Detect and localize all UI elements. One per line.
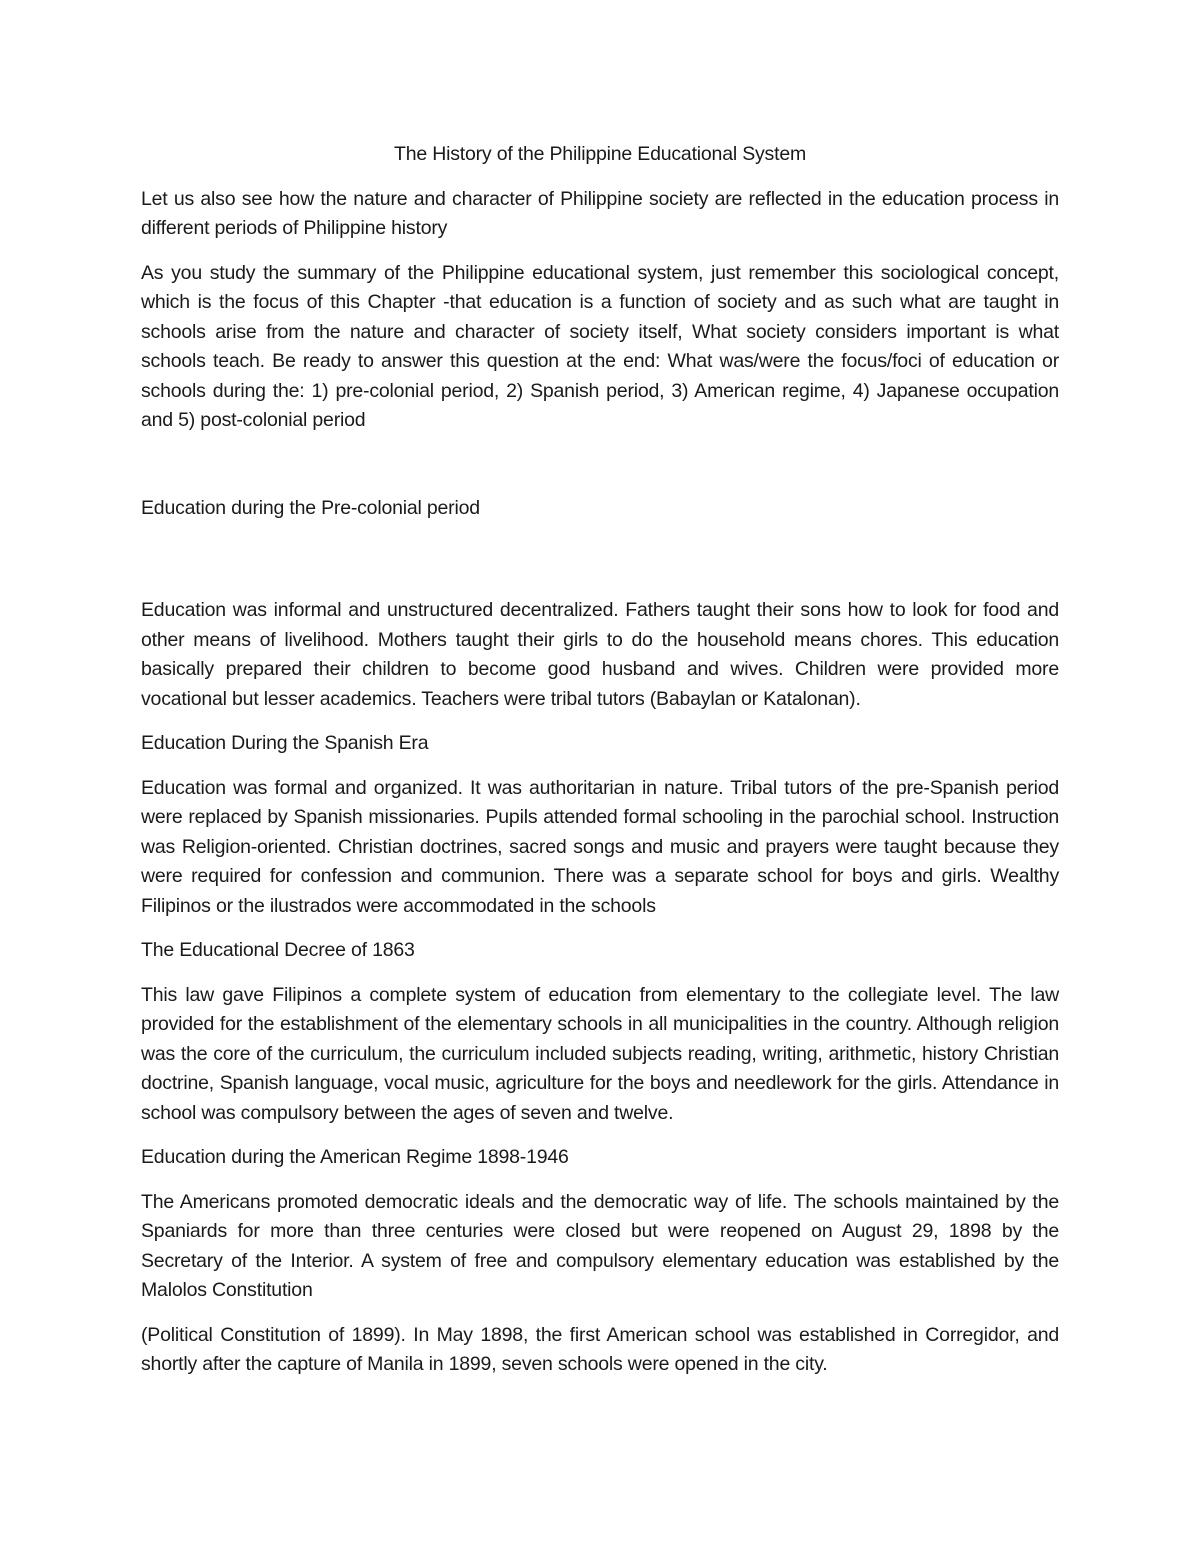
intro-paragraph-1: Let us also see how the nature and character of Philippine society are reflected in the education process in different periods of Philippine history <box>141 187 1059 239</box>
decree-paragraph: This law gave Filipinos a complete system of education from elementary to the collegiate level. The law provided for the establishment of the elementary schools in all municipalities in the country. Although religion was the core of the curriculum, the curriculum included subjects reading, writing, arithmetic, history Christian doctrine, Spanish language, vocal music, agriculture for the boys and needlework for the girls. Attendance in school was compulsory between the ages of seven and twelve. <box>141 983 1059 1124</box>
precolonial-heading: Education during the Pre-colonial period <box>141 496 480 519</box>
spanish-paragraph: Education was formal and organized. It was authoritarian in nature. Tribal tutors of the pre-Spanish period were replaced by Spanish missionaries. Pupils attended formal schooling in the parochial school. Instruction was Religion-oriented. Christian doctrines, sacred songs and music and prayers were taught because they were required for confession and communion. There was a separate school for boys and girls. Wealthy Filipinos or the ilustrados were accommodated in the schools <box>141 776 1059 917</box>
american-heading: Education during the American Regime 1898-1946 <box>141 1146 569 1168</box>
american-paragraph-2: (Political Constitution of 1899). In May 1898, the first American school was established in Corregidor, and shortly after the capture of Manila in 1899, seven schools were opened in the city. <box>141 1323 1059 1375</box>
american-paragraph-1: The Americans promoted democratic ideals and the democratic way of life. The schools maintained by the Spaniards for more than three centuries were closed but were reopened on August 29, 1898 by the Secretary of the Interior. A system of free and compulsory elementary education was established by the Malolos Constitution <box>141 1190 1059 1301</box>
page-title: The History of the Philippine Educational System <box>393 143 807 165</box>
precolonial-paragraph: Education was informal and unstructured decentralized. Fathers taught their sons how to look for food and other means of livelihood. Mothers taught their girls to do the household means chores. This education basically prepared their children to become good husband and wives. Children were provided more vocational but lesser academics. Teachers were tribal tutors (Babaylan or Katalonan). <box>141 599 1059 710</box>
spanish-heading: Education During the Spanish Era <box>141 732 429 754</box>
intro-paragraph-2: As you study the summary of the Philippine educational system, just remember this sociological concept, which is the focus of this Chapter -that education is a function of society and as such what are taught in schools arise from the nature and character of society itself, What society considers important is what schools teach. Be ready to answer this question at the end: What was/were the focus/foci of education or schools during the: 1) pre-colonial period, 2) Spanish period, 3) American regime, 4) Japanese occupation and 5) post-colonial period <box>141 261 1059 431</box>
document-body <box>141 140 1059 1395</box>
decree-heading: The Educational Decree of 1863 <box>141 939 415 961</box>
